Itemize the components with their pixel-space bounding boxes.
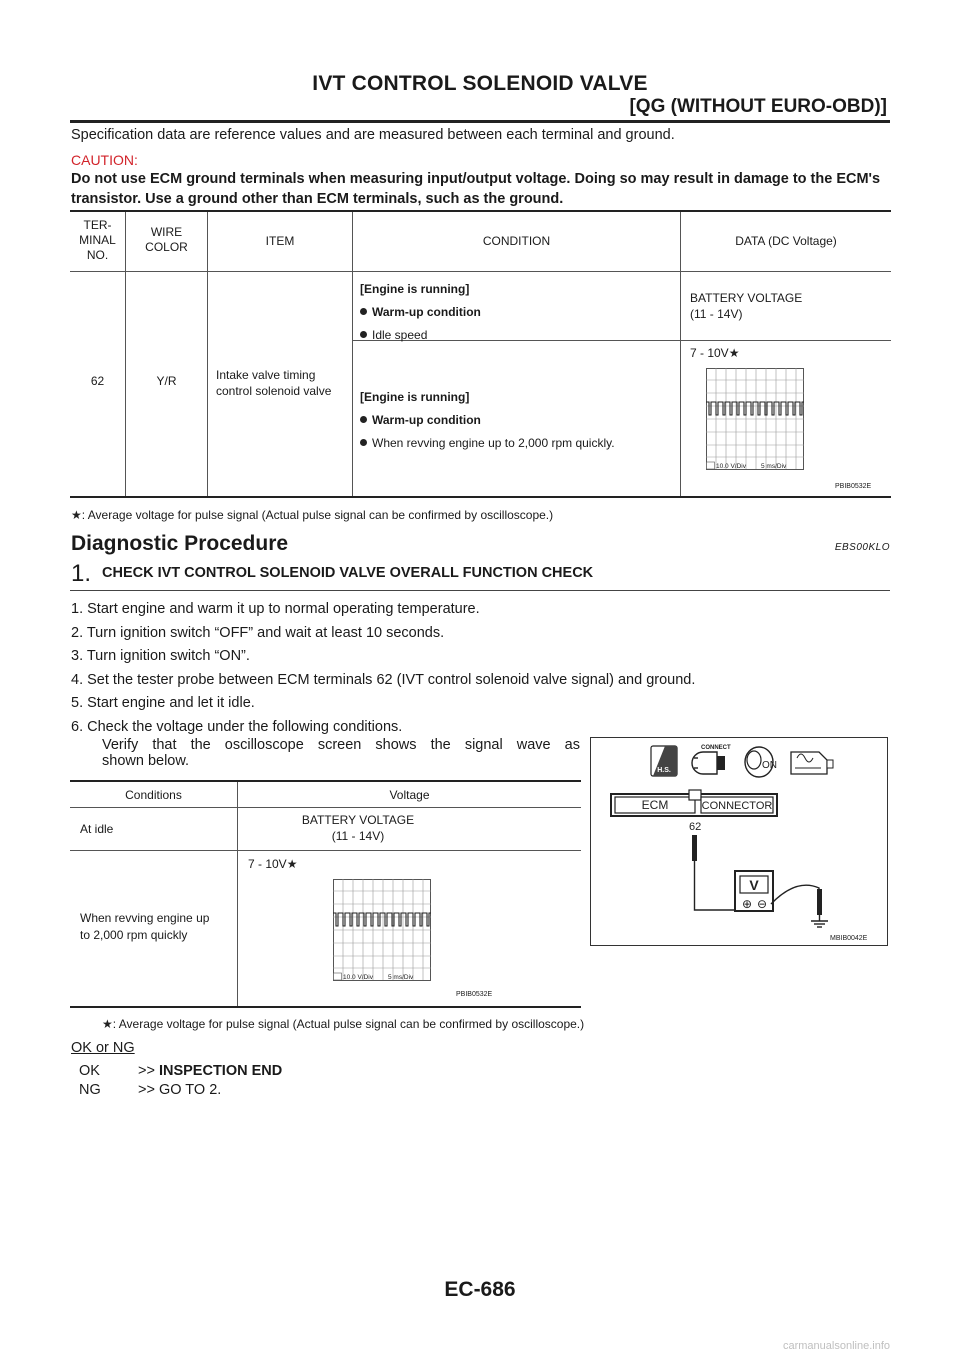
- ground-wire: [771, 885, 819, 904]
- result-ok-action[interactable]: [138, 1063, 282, 1079]
- oscilloscope-grid: [706, 368, 804, 469]
- scope-time-div: 5 ms/Div: [761, 463, 787, 470]
- header-conditions: Conditions: [125, 788, 182, 802]
- data-row-2: [690, 346, 739, 360]
- instruction-step: 2. Turn ignition switch “OFF” and wait at least 10 seconds.: [71, 624, 445, 641]
- pulse-waveform: [333, 913, 431, 926]
- instruction-6-cont: Verify that the oscilloscope screen shows the signal wave as: [102, 737, 580, 753]
- scope-marker-icon: [334, 973, 342, 980]
- header-voltage: Voltage: [389, 788, 430, 802]
- bullet-icon: [360, 308, 367, 315]
- condition-bullet: Idle speed: [372, 328, 428, 342]
- volt-table-bottom-rule: [70, 1006, 581, 1008]
- ecm-label: ECM: [641, 798, 669, 812]
- oscilloscope-figure: [333, 879, 433, 991]
- ground-probe-icon: [817, 889, 822, 915]
- volt-idle-line: BATTERY VOLTAGE: [301, 813, 415, 827]
- page-subtitle: [QG (WITHOUT EURO-OBD)]: [629, 96, 887, 117]
- section-title: Diagnostic Procedure: [71, 532, 289, 555]
- header-item: ITEM: [265, 234, 295, 248]
- voltage-table: [70, 780, 581, 1010]
- plus-terminal: ⊕: [742, 897, 753, 911]
- condition-row-1: [360, 278, 481, 347]
- spec-col-divider: [352, 212, 353, 496]
- header-terminal-line: NO.: [86, 248, 109, 262]
- header-wire-line: COLOR: [145, 240, 188, 254]
- hs-icon: [651, 746, 677, 776]
- on-label: ON: [762, 760, 777, 771]
- condition-head: [Engine is running]: [360, 282, 470, 296]
- result-ok-label: OK: [79, 1063, 100, 1079]
- ground-icon: [811, 915, 828, 927]
- condition-bullet: When revving engine up to 2,000 rpm quickly.: [372, 436, 615, 450]
- meter-label: V: [749, 877, 759, 893]
- probe-icon: [692, 835, 697, 861]
- ignition-on-icon: [745, 747, 777, 777]
- voltmeter-icon: [735, 871, 773, 911]
- watermark: carmanualsonline.info: [782, 1340, 890, 1352]
- terminal-label: 62: [689, 821, 702, 833]
- header-wire-color: [126, 225, 207, 255]
- cond-idle: At idle: [80, 822, 114, 836]
- header-wire-line: WIRE: [150, 225, 183, 239]
- result-ng-action[interactable]: >> GO TO 2.: [138, 1082, 222, 1098]
- step-number: 1.: [71, 560, 92, 587]
- caution-text: Do not use ECM ground terminals when measuring input/output voltage. Doing so may result in damage to the ECM's transistor. Use a ground other than ECM terminals, such as the ground.: [71, 171, 881, 207]
- connect-label: CONNECT: [701, 745, 731, 751]
- instruction-step: 1. Start engine and warm it up to normal operating temperature.: [71, 601, 480, 617]
- spec-footnote: [71, 508, 553, 522]
- header-rule: [70, 120, 890, 123]
- header-condition: CONDITION: [482, 234, 551, 248]
- engine-icon: [791, 752, 833, 774]
- cond-revving-line: to 2,000 rpm quickly: [80, 928, 188, 942]
- instruction-step: 4. Set the tester probe between ECM terminals 62 (IVT control solenoid valve signal) and ground.: [71, 671, 696, 688]
- instruction-step: 3. Turn ignition switch “ON”.: [71, 648, 250, 664]
- scope-volt-div: 10.0 V/Div: [343, 974, 373, 981]
- pulse-waveform: [706, 402, 804, 415]
- header-terminal: [70, 218, 125, 263]
- wiring-diagram: [590, 737, 888, 946]
- data-value: 7 - 10V: [690, 346, 729, 360]
- spec-col-divider: [207, 212, 208, 496]
- scope-volt-div: 10.0 V/Div: [716, 463, 746, 470]
- bullet-icon: [360, 416, 367, 423]
- figure-id: PBIB0532E: [456, 991, 493, 998]
- item-name: [216, 367, 331, 399]
- item-line: control solenoid valve: [216, 384, 332, 398]
- star-icon: ★: [71, 508, 82, 522]
- star-icon: ★: [728, 346, 740, 360]
- volt-table-top-rule: [70, 780, 581, 782]
- scope-marker-icon: [707, 462, 715, 469]
- spec-table-top-rule: [70, 210, 891, 212]
- volt-idle: [238, 812, 478, 844]
- data-value: BATTERY VOLTAGE: [690, 291, 803, 305]
- intro-text: Specification data are reference values and are measured between each terminal and ground.: [71, 127, 675, 143]
- spec-col-divider: [680, 212, 681, 496]
- data-value: (11 - 14V): [690, 307, 743, 321]
- volt-footnote-text: : Average voltage for pulse signal (Actual pulse signal can be confirmed by oscilloscope.): [112, 1017, 585, 1031]
- volt-footnote: [102, 1017, 584, 1031]
- figure-id: PBIB0532E: [835, 483, 872, 490]
- step-rule: [70, 590, 890, 591]
- spec-footnote-text: : Average voltage for pulse signal (Actual pulse signal can be confirmed by oscilloscope.): [81, 508, 554, 522]
- cond-revving-line: When revving engine up: [80, 911, 210, 925]
- header-terminal-line: TER-: [83, 218, 112, 232]
- result-ng-label: NG: [79, 1082, 101, 1098]
- bullet-icon: [360, 331, 367, 338]
- page-title: IVT CONTROL SOLENOID VALVE: [312, 72, 648, 95]
- ecm-connector: [611, 790, 777, 816]
- volt-table-header-rule: [70, 807, 581, 808]
- spec-table-header-rule: [70, 271, 891, 272]
- terminal-number: 62: [90, 374, 105, 388]
- result-ok-arrow: >>: [138, 1063, 159, 1079]
- figure-id: MBIB0042E: [830, 935, 868, 942]
- cond-revving: [80, 910, 209, 944]
- volt-revving: [248, 857, 297, 871]
- minus-terminal: ⊖: [757, 897, 768, 911]
- wiring-diagram-art: [591, 738, 887, 945]
- connector-label: CONNECTOR: [701, 800, 773, 812]
- item-line: Intake valve timing: [216, 368, 316, 382]
- result-title: OK or NG: [71, 1040, 135, 1056]
- connect-icon: [692, 745, 731, 774]
- bullet-icon: [360, 439, 367, 446]
- step-title: CHECK IVT CONTROL SOLENOID VALVE OVERALL FUNCTION CHECK: [102, 565, 594, 581]
- instruction-6-cont: shown below.: [102, 753, 190, 769]
- wire-color: Y/R: [156, 374, 177, 388]
- volt-revving-value: 7 - 10V: [248, 857, 287, 871]
- condition-bullet: Warm-up condition: [372, 413, 481, 427]
- condition-bullet: Warm-up condition: [372, 305, 481, 319]
- condition-head: [Engine is running]: [360, 390, 470, 404]
- condition-row-2: [360, 386, 615, 455]
- oscilloscope-figure: [706, 368, 806, 480]
- oscilloscope-grid: [333, 879, 431, 980]
- probe-wire: [695, 861, 738, 910]
- caution-label: CAUTION:: [71, 152, 138, 168]
- spec-table-bottom-rule: [70, 496, 891, 498]
- page-number: EC-686: [444, 1278, 516, 1301]
- instruction-step: 6. Check the voltage under the following conditions.: [71, 718, 403, 735]
- instruction-list: [71, 598, 695, 739]
- star-icon: ★: [102, 1017, 113, 1031]
- result-ok-text: [138, 1063, 282, 1079]
- instruction-step: 5. Start engine and let it idle.: [71, 695, 255, 711]
- hs-label: H.S.: [657, 767, 671, 774]
- header-terminal-line: MINAL: [79, 233, 116, 247]
- spec-table: [70, 210, 891, 498]
- data-row-1: [690, 290, 802, 322]
- star-icon: ★: [286, 857, 298, 871]
- scope-time-div: 5 ms/Div: [388, 974, 414, 981]
- header-data: DATA (DC Voltage): [735, 234, 837, 248]
- volt-idle-line: (11 - 14V): [331, 829, 385, 843]
- result-ok-text-bold: INSPECTION END: [158, 1063, 283, 1079]
- section-code: EBS00KLO: [834, 542, 890, 553]
- volt-table-row-rule: [70, 850, 581, 851]
